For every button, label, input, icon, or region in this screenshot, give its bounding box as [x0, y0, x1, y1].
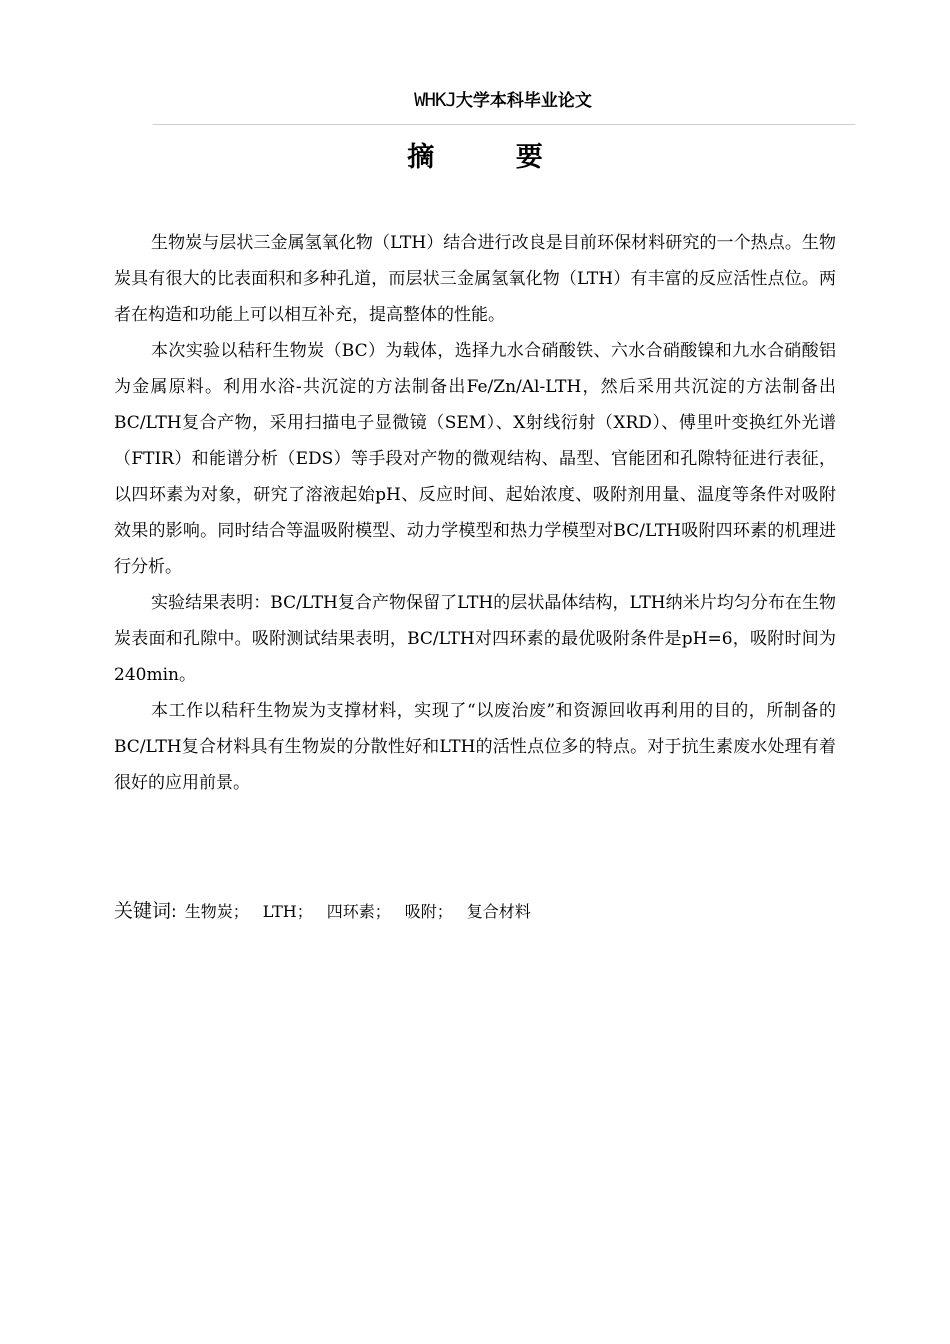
- abstract-body: [114, 225, 836, 801]
- header-title: 大学本科毕业论文: [455, 91, 592, 111]
- abstract-paragraph-2: 本次实验以秸秆生物炭（BC）为载体，选择九水合硝酸铁、六水合硝酸镍和九水合硝酸铝为金属原料。利用水浴-共沉淀的方法制备出Fe/Zn/Al-LTH，然后采用共沉淀的方法制备出BC/LTH复合产物，采用扫描电子显微镜（SEM）、X射线衍射（XRD）、傅里叶变换红外光谱（FTIR）和能谱分析（EDS）等手段对产物的微观结构、晶型、官能团和孔隙特征进行表征，以四环素为对象，研究了溶液起始pH、反应时间、起始浓度、吸附剂用量、温度等条件对吸附效果的影响。同时结合等温吸附模型、动力学模型和热力学模型对BC/LTH吸附四环素的机理进行分析。: [114, 341, 836, 577]
- keyword-item: 四环素；: [326, 902, 391, 921]
- running-header: [153, 84, 853, 116]
- header-divider: [153, 124, 855, 125]
- keyword-item: LTH；: [262, 902, 313, 921]
- keyword-item: 吸附；: [404, 902, 453, 921]
- keywords-colon: :: [171, 902, 177, 922]
- abstract-paragraph-3: 实验结果表明：BC/LTH复合产物保留了LTH的层状晶体结构，LTH纳米片均匀分布在生物炭表面和孔隙中。吸附测试结果表明，BC/LTH对四环素的最优吸附条件是pH=6，吸附时间为240min。: [114, 593, 836, 685]
- abstract-paragraph-1: 生物炭与层状三金属氢氧化物（LTH）结合进行改良是目前环保材料研究的一个热点。生物炭具有很大的比表面积和多种孔道，而层状三金属氢氧化物（LTH）有丰富的反应活性点位。两者在构造和功能上可以相互补充，提高整体的性能。: [114, 233, 836, 325]
- header-prefix: WHKJ: [414, 89, 456, 111]
- abstract-paragraph-4: 本工作以秸秆生物炭为支撑材料，实现了“以废治废”和资源回收再利用的目的，所制备的BC/LTH复合材料具有生物炭的分散性好和LTH的活性点位多的特点。对于抗生素废水处理有着很好的应用前景。: [114, 701, 836, 793]
- keywords-label: 关键词: [114, 900, 172, 922]
- keyword-item: 生物炭；: [184, 902, 249, 921]
- abstract-title: 摘 要: [407, 142, 579, 173]
- keyword-item: 复合材料: [466, 902, 531, 921]
- keywords-line: [114, 896, 836, 927]
